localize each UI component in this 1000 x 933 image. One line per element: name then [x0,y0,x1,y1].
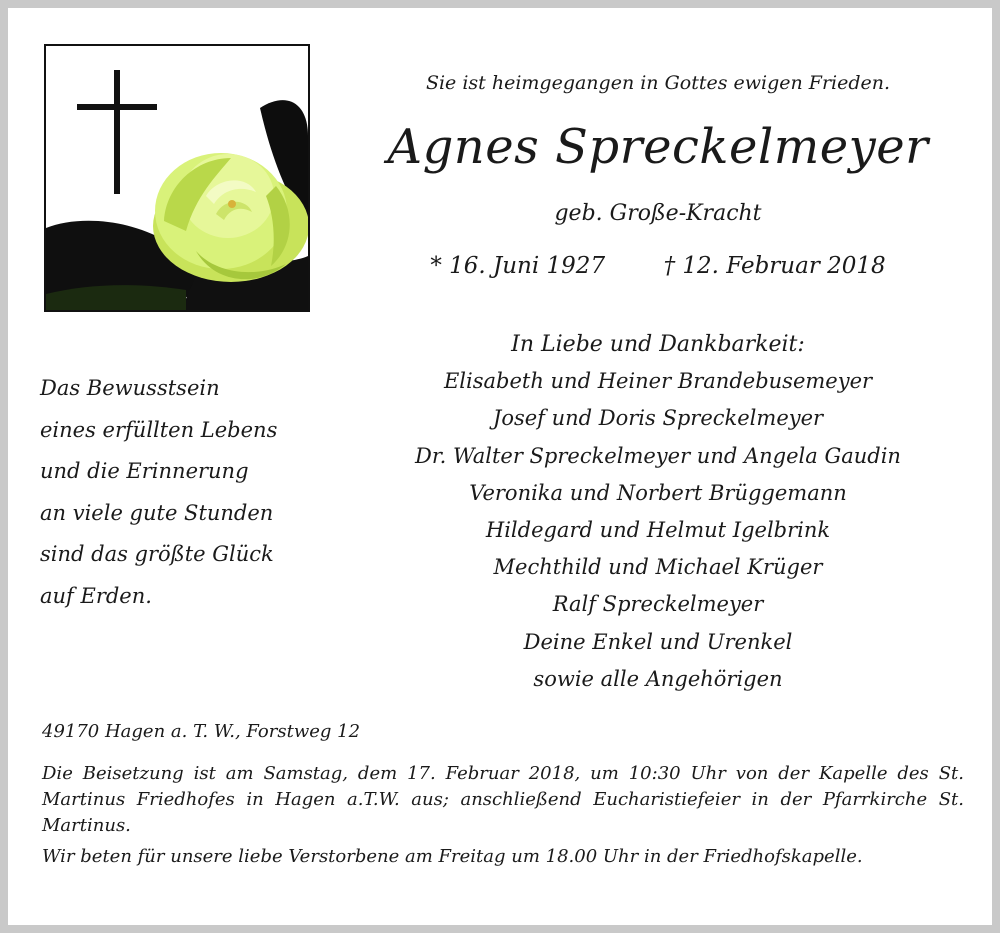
mourner-name: Veronika und Norbert Brüggemann [469,480,847,505]
quote-line: und die Erinnerung [40,459,249,483]
mourner-name: Ralf Spreckelmeyer [552,592,764,617]
mourner-name: Elisabeth und Heiner Brandebusemeyer [443,369,873,394]
mourners-list [338,326,978,698]
quote-line: eines erfüllten Lebens [40,417,278,442]
life-dates: * 16. Juni 1927 † 12. Februar 2018 [430,253,886,279]
mourner-name: sowie alle Angehörigen [533,666,783,691]
quote-block [40,368,340,617]
mourners-heading: In Liebe und Dankbarkeit: [511,332,805,357]
mourner-name: Mechthild und Michael Krüger [493,555,823,580]
mourner-name: Deine Enkel und Urenkel [523,629,793,654]
quote-line: sind das größte Glück [40,542,274,566]
funeral-details: Die Beisetzung ist am Samstag, dem 17. Februar 2018, um 10:30 Uhr von der Kapelle des St. Martinus Friedhofes in Hagen a.T.W. aus; anschließend Eucharistiefeier in der Pfarrkirche St. Martinus. [42,763,964,836]
mourner-name: Hildegard und Helmut Igelbrink [485,518,831,543]
intro-line: Sie ist heimgegangen in Gottes ewigen Frieden. [425,72,891,94]
quote-line: an viele gute Stunden [40,500,274,525]
family-address: 49170 Hagen a. T. W., Forstweg 12 [42,721,361,742]
cross-and-rose-icon [44,44,310,312]
quote-line: Das Bewusstsein [40,376,220,400]
mourner-name: Dr. Walter Spreckelmeyer und Angela Gaudin [415,443,901,468]
birth-name: geb. Große-Kracht [554,201,762,226]
obituary-card [8,8,992,925]
deceased-name: Agnes Spreckelmeyer [387,119,929,175]
quote-line: auf Erden. [40,583,152,608]
mourner-name: Josef und Doris Spreckelmeyer [492,406,824,431]
prayer-notice: Wir beten für unsere liebe Verstorbene am Freitag um 18.00 Uhr in der Friedhofskapelle. [42,846,863,867]
